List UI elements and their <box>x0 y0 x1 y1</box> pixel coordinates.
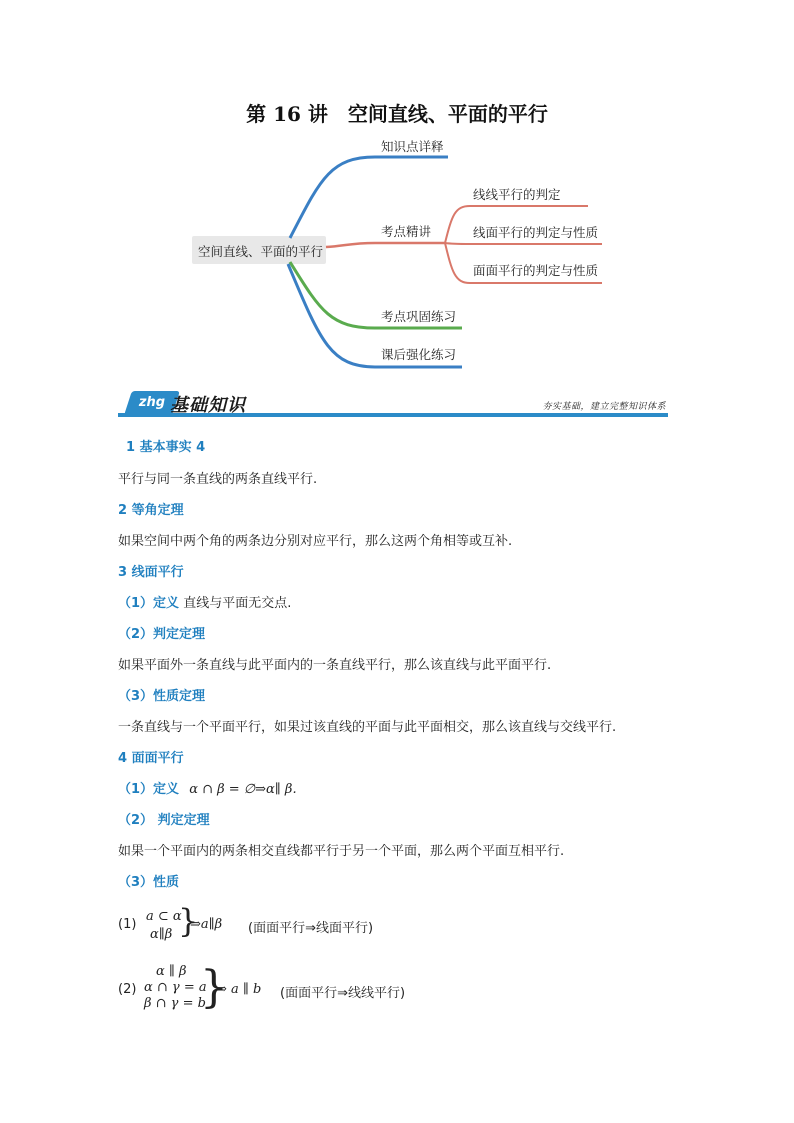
page-title: 第 16 讲 空间直线、平面的平行 <box>246 102 548 126</box>
mindmap-sub-1-label: 线线平行的判定 <box>473 187 561 202</box>
section-3-judge-label: （2）判定定理 <box>118 627 206 642</box>
property-2-number: (2) <box>118 982 137 997</box>
mindmap-sub-2-label: 线面平行的判定与性质 <box>473 225 599 240</box>
section-4-def-math: α ∩ β = ∅⇒α∥ β. <box>189 782 297 797</box>
property-1-brace: } <box>178 902 199 940</box>
section-4-def-label: （1）定义 <box>118 782 180 797</box>
property-1-note: (面面平行⇒线面平行) <box>248 921 374 936</box>
section-3-prop-text: 一条直线与一个平面平行，如果过该直线的平面与此平面相交，那么该直线与交线平行. <box>118 720 617 735</box>
section-4-judge-text: 如果一个平面内的两条相交直线都平行于另一个平面，那么两个平面互相平行. <box>118 844 565 859</box>
mindmap-branch-line-2 <box>326 243 445 247</box>
property-2-brace: } <box>200 962 228 1013</box>
section-3-heading: 3 线面平行 <box>118 565 184 580</box>
banner-title: 基础知识 <box>170 395 246 416</box>
section-3-judge-text: 如果平面外一条直线与此平面内的一条直线平行，那么该直线与此平面平行. <box>118 658 552 673</box>
section-4-judge-label: （2） 判定定理 <box>118 813 210 828</box>
mind-map <box>0 0 794 380</box>
section-3-definition <box>118 592 291 611</box>
section-4-prop-label: （3）性质 <box>118 875 180 890</box>
mindmap-branch-4-label: 课后强化练习 <box>381 347 457 362</box>
mindmap-sub-3-label: 面面平行的判定与性质 <box>473 263 599 278</box>
section-2-text: 如果空间中两个角的两条边分别对应平行，那么这两个角相等或互补. <box>118 534 513 549</box>
section-1-heading: 1 基本事实 4 <box>126 440 206 455</box>
property-2-line2: α ∩ γ = a <box>144 980 207 995</box>
property-2-result: ⇒ a ∥ b <box>216 982 262 997</box>
property-1-number: (1) <box>118 917 137 932</box>
mindmap-branch-1-label: 知识点详释 <box>381 139 444 154</box>
banner-badge-text: zhg <box>138 395 166 410</box>
property-2-line3: β ∩ γ = b <box>144 996 206 1011</box>
section-3-def-label: （1）定义 <box>118 596 180 611</box>
property-1-line2: α∥β <box>150 927 173 942</box>
property-1-line1: a ⊂ α <box>146 909 182 924</box>
property-2-note: (面面平行⇒线线平行) <box>280 986 406 1001</box>
section-3-def-text: 直线与平面无交点. <box>183 596 292 611</box>
section-4-heading: 4 面面平行 <box>118 751 184 766</box>
mindmap-branch-3-label: 考点巩固练习 <box>381 309 457 324</box>
mindmap-root-label: 空间直线、平面的平行 <box>198 244 324 259</box>
property-1 <box>118 903 678 947</box>
mindmap-sub-line-2 <box>445 243 602 244</box>
property-1-result: ⇒a∥β <box>190 917 223 932</box>
banner-slogan: 夯实基础，建立完整知识体系 <box>542 402 666 412</box>
mindmap-branch-2-label: 考点精讲 <box>381 224 432 239</box>
property-2 <box>118 960 678 1016</box>
section-4-definition <box>118 778 297 797</box>
section-banner <box>118 389 668 421</box>
property-2-line1: α ∥ β <box>156 964 187 979</box>
section-3-prop-label: （3）性质定理 <box>118 689 206 704</box>
section-1-text: 平行与同一条直线的两条直线平行. <box>118 472 318 487</box>
section-2-heading: 2 等角定理 <box>118 503 184 518</box>
